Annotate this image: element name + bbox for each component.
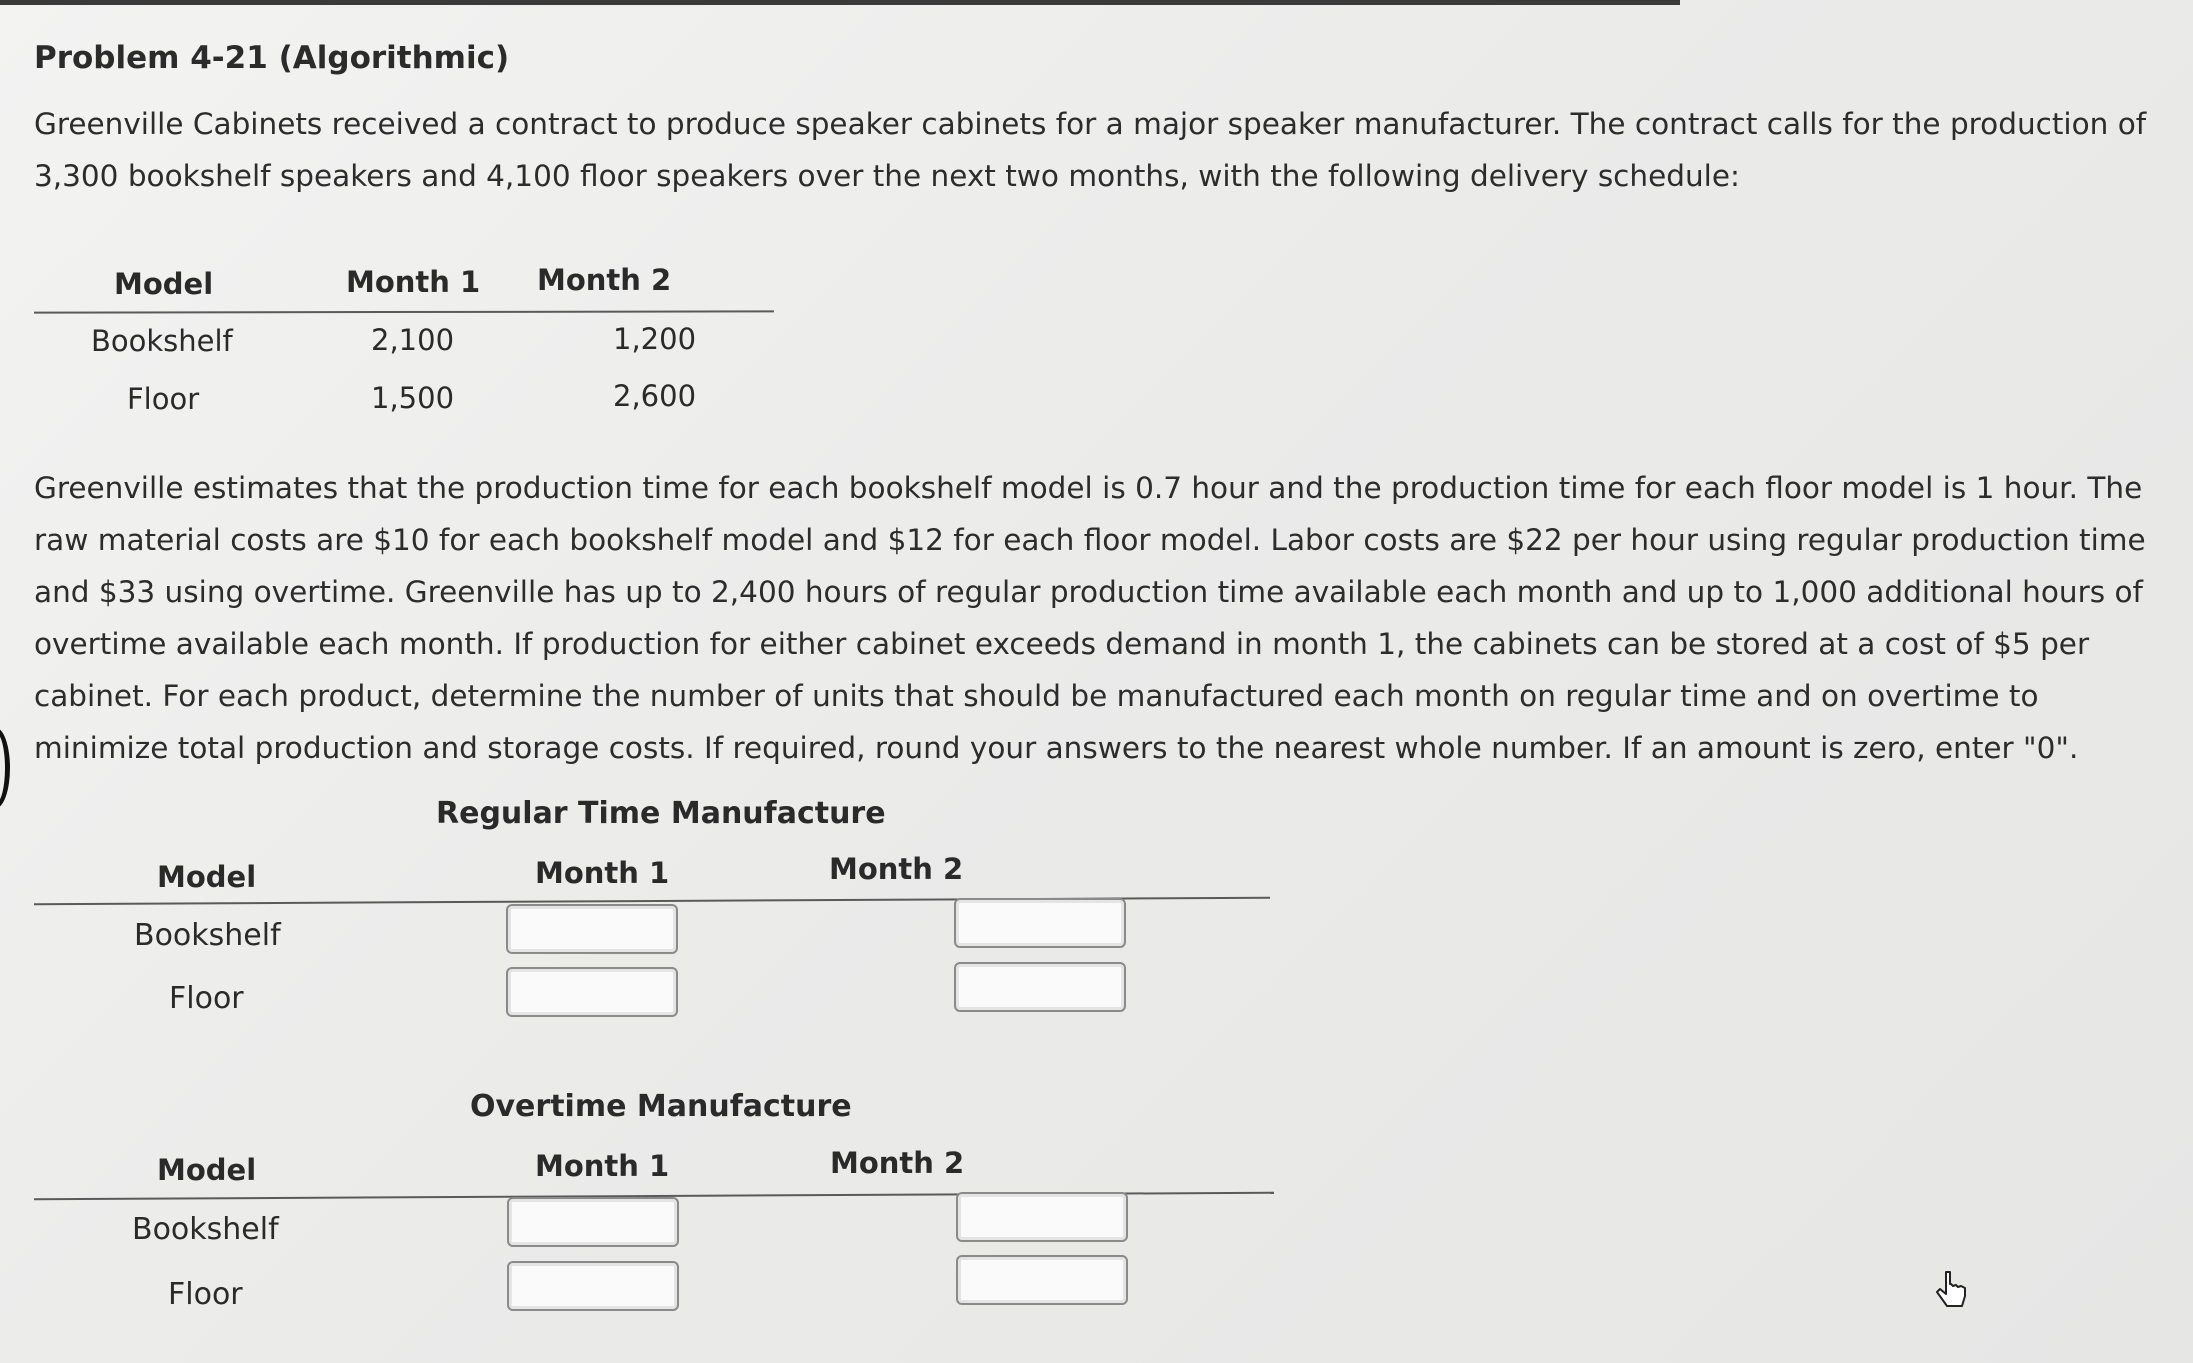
schedule-row-bookshelf-model: Bookshelf [91,324,233,358]
details-line: cabinet. For each product, determine the number of units that should be manufactured each month on regular time and on overtime to [34,679,2039,713]
left-edge-bracket [0,728,10,808]
details-line: and $33 using overtime. Greenville has up to 2,400 hours of regular production time available each month and up to 1,000 additional hours of [34,575,2143,609]
overtime-header-month1: Month 1 [535,1149,670,1183]
schedule-header-model: Model [114,267,214,301]
regular-bookshelf-month1-input[interactable] [506,904,678,954]
schedule-header-month1: Month 1 [346,265,481,299]
schedule-row-floor-month2: 2,600 [613,379,697,413]
details-line: Greenville estimates that the production time for each bookshelf model is 0.7 hour and the production time for each floor model is 1 hour. The [34,471,2143,505]
problem-title: Problem 4-21 (Algorithmic) [34,40,510,76]
details-line: raw material costs are $10 for each bookshelf model and $12 for each floor model. Labor costs are $22 per hour using regular production time [34,523,2146,557]
regular-bookshelf-month2-input[interactable] [954,898,1126,948]
schedule-header-rule [34,310,774,313]
regular-floor-month2-input[interactable] [954,962,1126,1012]
regular-row-bookshelf-label: Bookshelf [134,918,281,953]
regular-time-title: Regular Time Manufacture [436,796,886,831]
regular-header-month2: Month 2 [829,852,964,886]
intro-line: 3,300 bookshelf speakers and 4,100 floor speakers over the next two months, with the following delivery schedule: [34,159,1740,193]
details-paragraph [34,462,2146,774]
details-line: overtime available each month. If production for either cabinet exceeds demand in month 1, the cabinets can be stored at a cost of $5 per [34,627,2090,661]
overtime-bookshelf-month1-input[interactable] [507,1197,679,1247]
overtime-header-model: Model [157,1153,257,1187]
intro-line: Greenville Cabinets received a contract to produce speaker cabinets for a major speaker manufacturer. The contract calls for the production of [34,107,2147,141]
top-bar [0,0,1680,5]
schedule-row-bookshelf-month1: 2,100 [371,323,455,357]
schedule-header-month2: Month 2 [537,263,672,297]
overtime-title: Overtime Manufacture [470,1089,852,1124]
schedule-row-bookshelf-month2: 1,200 [613,322,697,356]
regular-floor-month1-input[interactable] [506,967,678,1017]
pointer-cursor-icon [1932,1268,1972,1316]
overtime-floor-month1-input[interactable] [507,1261,679,1311]
details-line: minimize total production and storage costs. If required, round your answers to the nearest whole number. If an amount is zero, enter "0". [34,731,2079,765]
regular-header-month1: Month 1 [535,856,670,890]
schedule-row-floor-model: Floor [127,382,200,416]
overtime-row-floor-label: Floor [168,1277,243,1312]
overtime-floor-month2-input[interactable] [956,1255,1128,1305]
regular-row-floor-label: Floor [169,981,244,1016]
intro-paragraph [34,98,2146,202]
regular-header-model: Model [157,860,257,894]
overtime-bookshelf-month2-input[interactable] [956,1192,1128,1242]
overtime-header-month2: Month 2 [830,1146,965,1180]
schedule-row-floor-month1: 1,500 [371,381,455,415]
overtime-row-bookshelf-label: Bookshelf [132,1212,279,1247]
